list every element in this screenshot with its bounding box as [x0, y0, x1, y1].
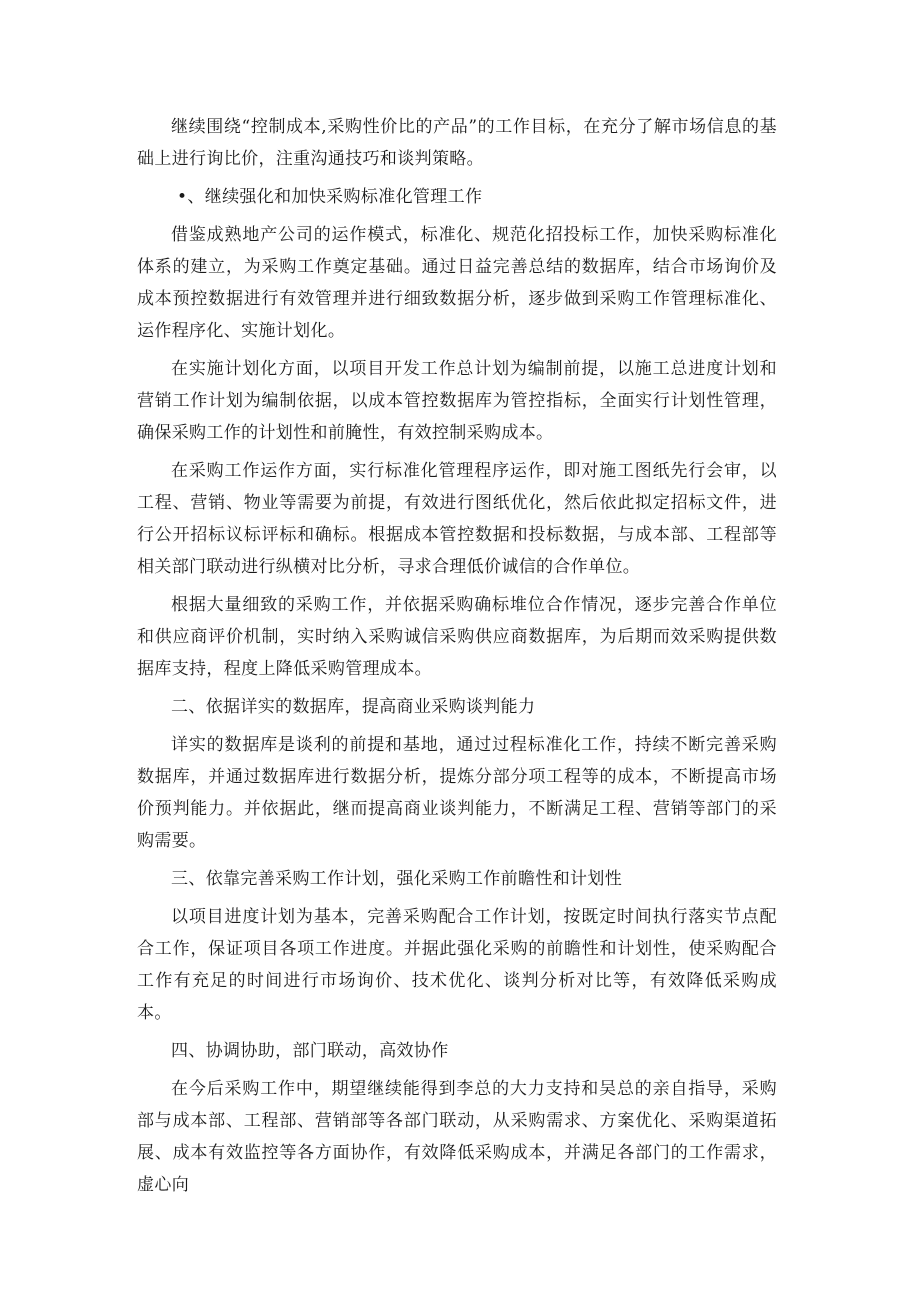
heading-standardization: •、继续强化和加快采购标准化管理工作 — [177, 187, 483, 207]
paragraph-supplier: 根据大量细致的采购工作，并依据采购确标堆位合作情况，逐步完善合作单位和供应商评价机制，实时纳入采购诚信采购供应商数据库，为后期而效采购提供数据库支持，程度上降低采购管理成本。 — [137, 595, 777, 679]
paragraph-operation: 在采购工作运作方面，实行标准化管理程序运作，即对施工图纸先行会审，以工程、营销、物业等需要为前提，有效进行图纸优化，然后依此拟定招标文件，进行公开招标议标评标和确标。根据成本管控数据和投标数据，与成本部、工程部等相关部门联动进行纵横对比分析，寻求合理低价诚信的合作单位。 — [137, 461, 777, 577]
heading-database: 二、依据详实的数据库，提高商业采购谈判能力 — [171, 697, 536, 717]
heading-work-plan: 三、依靠完善采购工作计划，强化采购工作前瞻性和计划性 — [171, 869, 623, 889]
paragraph-database: 详实的数据库是谈利的前提和基地，通过过程标准化工作，持续不断完善采购数据库，并通过数据库进行数据分析，提炼分部分项工程等的成本，不断提高市场价预判能力。并依据此，继而提高商业谈判能力，不断满足工程、营销等部门的采购需要。 — [137, 735, 777, 851]
paragraph-work-plan: 以项目进度计划为基本，完善采购配合工作计划，按既定时间执行落实节点配合工作，保证项目各项工作进度。并据此强化采购的前瞻性和计划性，使采购配合工作有充足的时间进行市场询价、技术优化、谈判分析对比等，有效降低采购成本。 — [137, 907, 777, 1023]
paragraph-cost-control: 继续围绕“控制成本,采购性价比的产品”的工作目标，在充分了解市场信息的基础上进行询比价，注重沟通技巧和谈判策略。 — [137, 117, 777, 169]
paragraph-reference-mode: 借鉴成熟地产公司的运作模式，标准化、规范化招投标工作，加快采购标准化体系的建立，为采购工作奠定基础。通过日益完善总结的数据库，结合市场询价及成本预控数据进行有效管理并进行细致数据分析，逐步做到采购工作管理标准化、运作程序化、实施计划化。 — [137, 225, 777, 341]
paragraph-planning: 在实施计划化方面，以项目开发工作总计划为编制前提，以施工总进度计划和营销工作计划为编制依据，以成本管控数据库为管控指标，全面实行计划性管理，确保采购工作的计划性和前腌性，有效控制采购成本。 — [137, 359, 777, 443]
document-page — [137, 111, 777, 1201]
paragraph-coordination: 在今后采购工作中，期望继续能得到李总的大力支持和吴总的亲自指导，采购部与成本部、工程部、营销部等各部门联动，从采购需求、方案优化、采购渠道拓展、成本有效监控等各方面协作，有效降低采购成本，并满足各部门的工作需求，虚心向 — [137, 1079, 777, 1195]
heading-coordination: 四、协调协助，部门联动，高效协作 — [171, 1041, 449, 1061]
